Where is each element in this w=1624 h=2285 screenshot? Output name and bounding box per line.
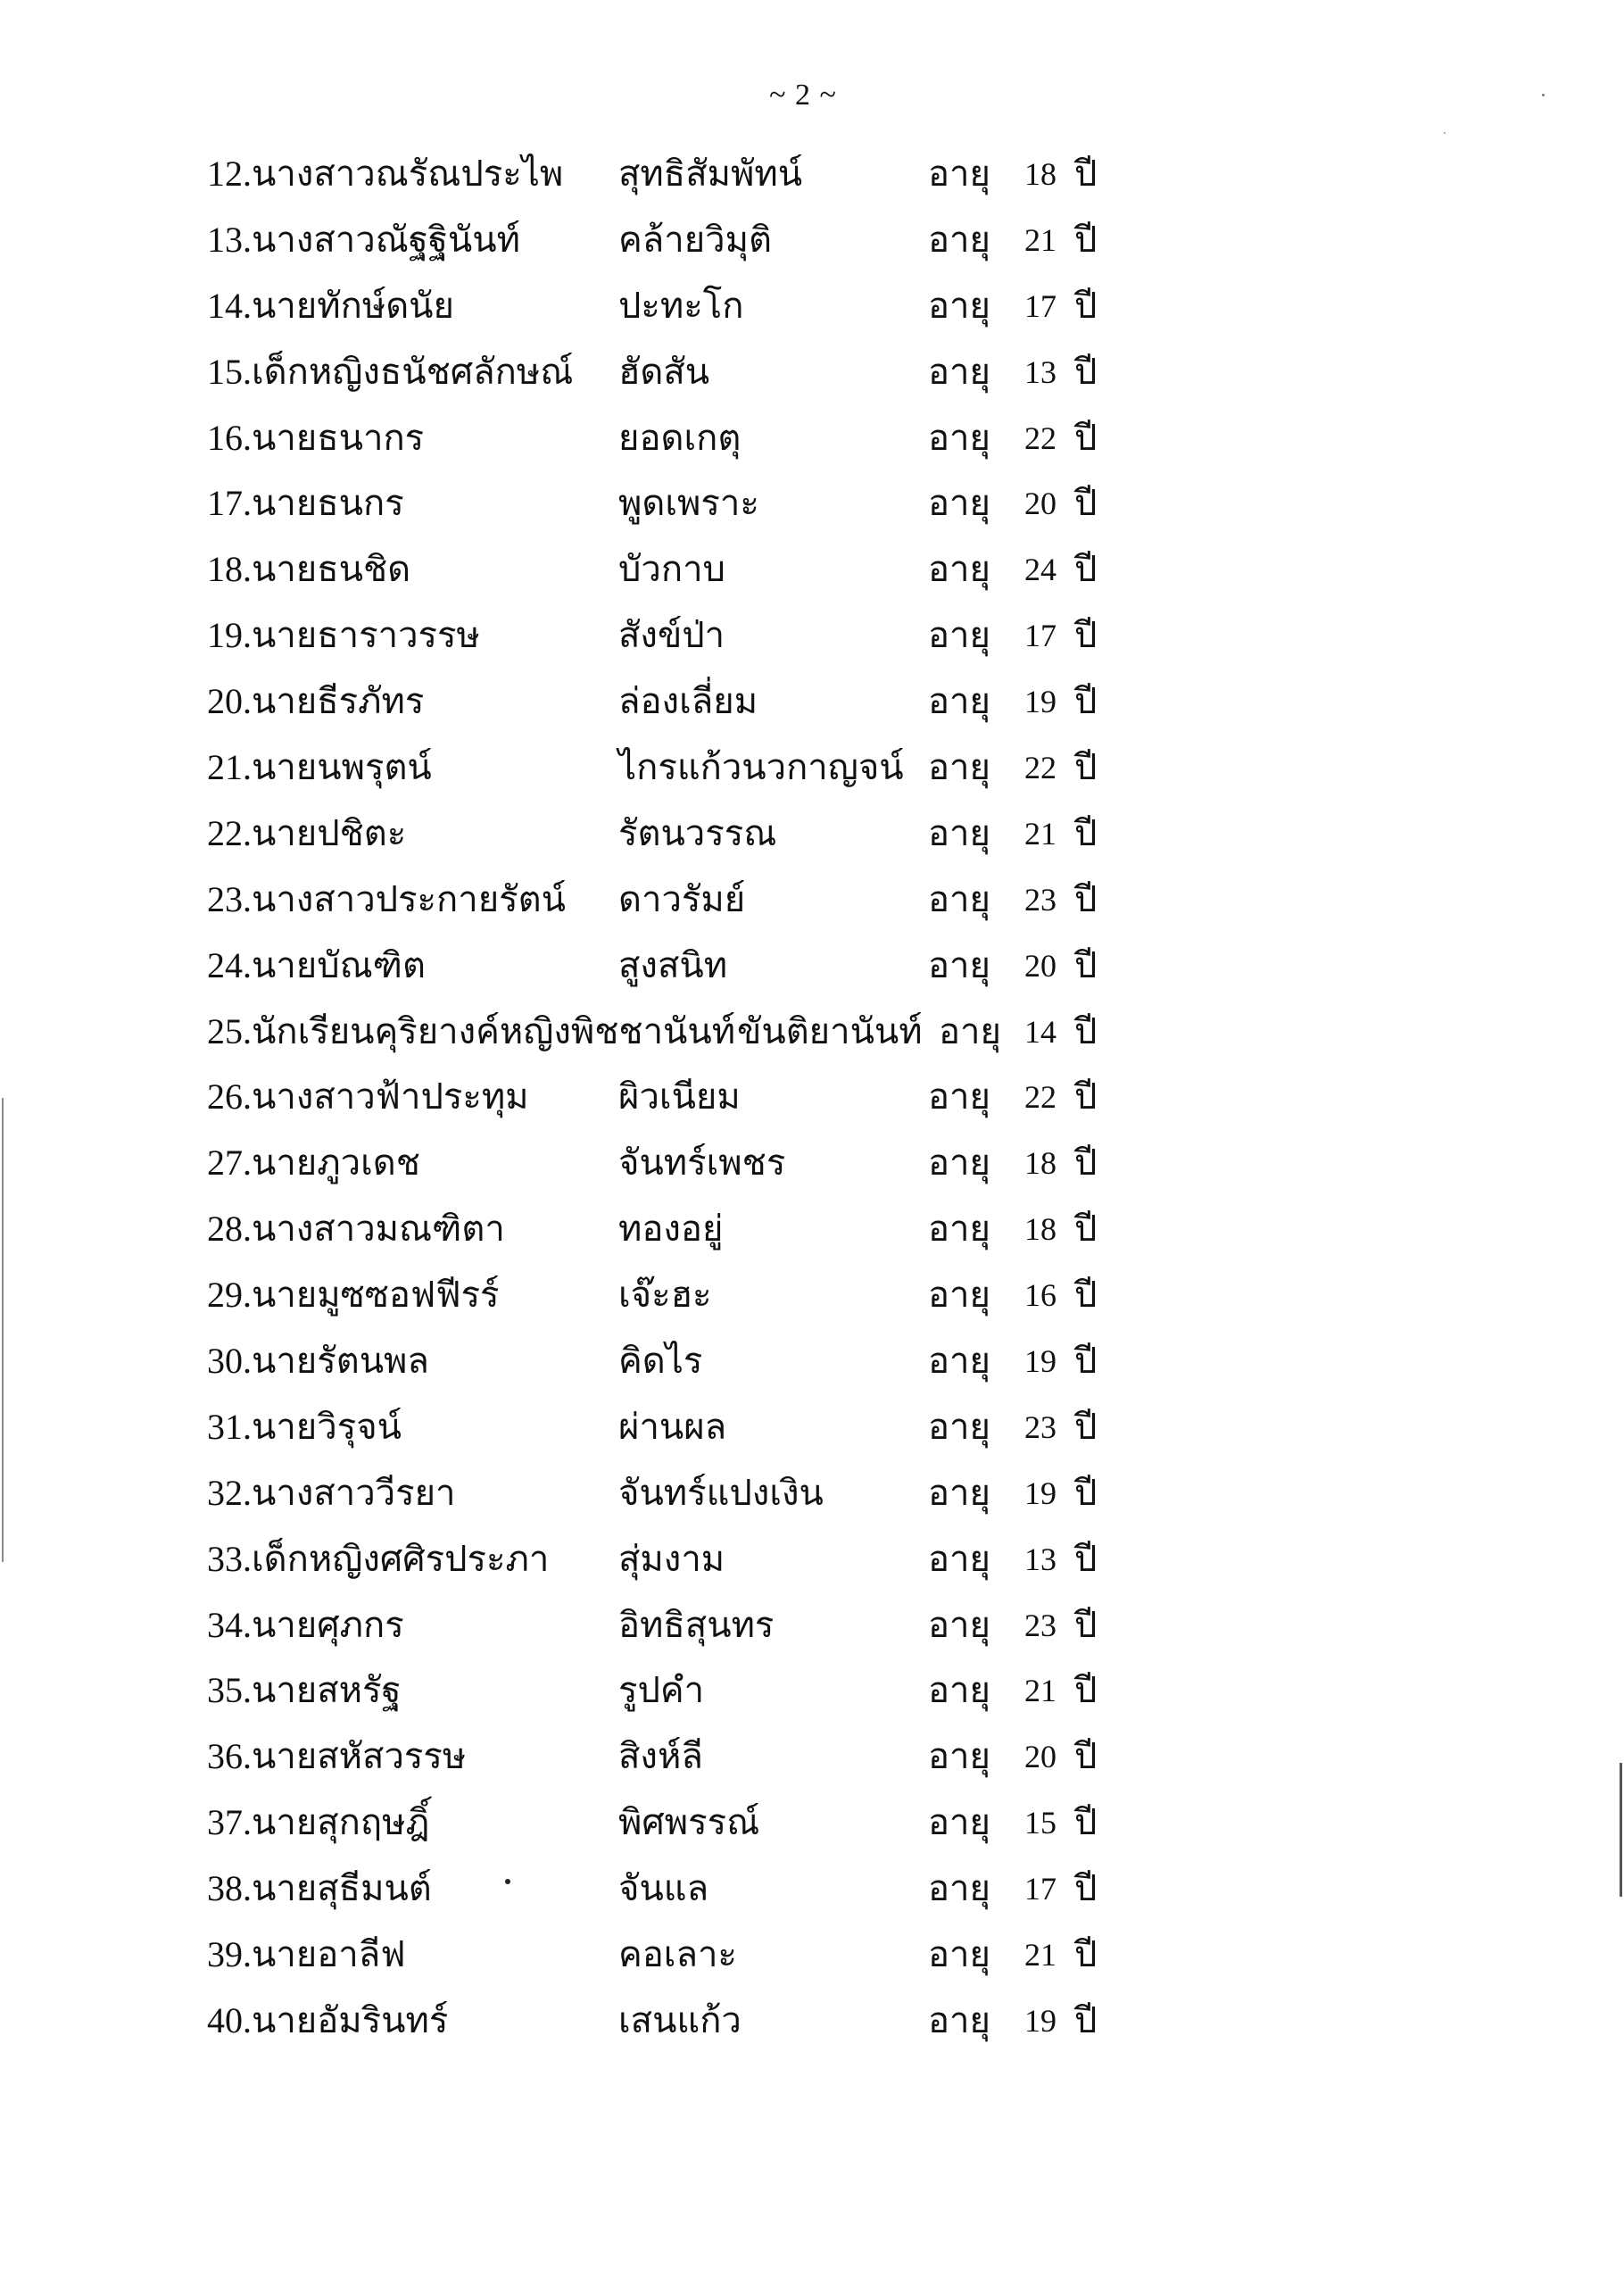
list-item (0, 477, 1624, 543)
entry-age-label: อายุ (928, 747, 990, 788)
entry-age: 19 (1024, 2002, 1056, 2039)
entry-age-unit: ปี (1074, 1999, 1098, 2040)
entry-number: 16. (207, 417, 252, 458)
scan-edge-mark (2, 1098, 4, 1562)
list-item (0, 1400, 1624, 1467)
entry-age: 23 (1024, 881, 1056, 918)
entry-name: นายอัมรินทร์ (252, 1999, 449, 2040)
entry-name: นายรัตนพล (252, 1341, 429, 1382)
entry-age: 17 (1024, 287, 1056, 324)
entry-name: นายสหรัฐ (252, 1670, 402, 1711)
list-item (0, 1334, 1624, 1400)
entry-age-unit: ปี (1074, 1341, 1098, 1382)
entry-surname: เสนแก้ว (618, 1999, 742, 2040)
list-item (0, 1070, 1624, 1136)
entry-name: นายธนากร (252, 417, 425, 458)
entry-surname: คิดไร (618, 1341, 703, 1382)
entry-name: นายสุกฤษฎิ์ (252, 1802, 430, 1843)
entry-number: 35. (207, 1670, 252, 1711)
entry-age-unit: ปี (1074, 1275, 1098, 1316)
list-item (0, 939, 1624, 1005)
entry-number: 36. (207, 1736, 252, 1777)
entry-age-label: อายุ (939, 1010, 1001, 1051)
entry-surname: ผ่านผล (618, 1406, 727, 1447)
entry-age-unit: ปี (1074, 1472, 1098, 1513)
list-item (0, 1202, 1624, 1268)
list-item (0, 345, 1624, 411)
list-item (0, 1599, 1624, 1665)
entry-name: เด็กหญิงศศิรประภา (252, 1538, 550, 1579)
entry-name: เด็กหญิงธนัชศลักษณ์ (252, 351, 574, 392)
entry-surname: สูงสนิท (618, 944, 728, 985)
roster-list (0, 147, 1624, 2060)
entry-number: 18. (207, 549, 252, 590)
entry-number: 33. (207, 1538, 252, 1579)
entry-age-label: อายุ (928, 1604, 990, 1645)
entry-number: 17. (207, 483, 252, 524)
entry-name: นายภูวเดช (252, 1142, 420, 1184)
entry-age-label: อายุ (928, 219, 990, 260)
entry-name: นายมูซซอฟฟีรร์ (252, 1275, 500, 1316)
entry-surname: รัตนวรรณ (618, 812, 777, 853)
entry-number: 21. (207, 747, 252, 788)
entry-age: 20 (1024, 486, 1056, 522)
entry-number: 20. (207, 681, 252, 722)
entry-age: 23 (1024, 1408, 1056, 1445)
entry-age-unit: ปี (1074, 1934, 1098, 1975)
entry-name: นางสาวประกายรัตน์ (252, 878, 566, 919)
entry-age-unit: ปี (1074, 878, 1098, 919)
entry-age: 22 (1024, 750, 1056, 786)
entry-number: 12. (207, 154, 252, 194)
entry-age: 20 (1024, 1739, 1056, 1775)
entry-age-label: อายุ (928, 1472, 990, 1513)
entry-age-label: อายุ (928, 1209, 990, 1250)
list-item (0, 1664, 1624, 1730)
entry-age: 22 (1024, 1079, 1056, 1116)
entry-age-label: อายุ (928, 549, 990, 590)
entry-age: 17 (1024, 1871, 1056, 1907)
entry-age: 23 (1024, 1607, 1056, 1643)
entry-age-label: อายุ (928, 1802, 990, 1843)
list-item (0, 147, 1624, 213)
entry-number: 30. (207, 1341, 252, 1382)
entry-surname: ดาวรัมย์ (618, 878, 746, 919)
entry-age: 18 (1024, 1145, 1056, 1182)
entry-age-unit: ปี (1074, 285, 1098, 326)
entry-age-unit: ปี (1074, 1142, 1098, 1184)
entry-number: 13. (207, 219, 252, 260)
list-item (0, 543, 1624, 609)
entry-age-unit: ปี (1074, 1604, 1098, 1645)
entry-age: 20 (1024, 947, 1056, 984)
list-item (0, 1928, 1624, 1994)
entry-surname: จันแล (618, 1868, 709, 1909)
entry-age: 18 (1024, 156, 1056, 192)
entry-number: 34. (207, 1604, 252, 1645)
list-item (0, 741, 1624, 807)
entry-age-unit: ปี (1074, 154, 1098, 194)
entry-number: 26. (207, 1076, 252, 1118)
entry-age: 13 (1024, 1541, 1056, 1577)
scan-edge-mark-right (1620, 1763, 1622, 1897)
entry-age-label: อายุ (928, 417, 990, 458)
entry-age-label: อายุ (928, 483, 990, 524)
entry-number: 37. (207, 1802, 252, 1843)
entry-name: นักเรียนคุริยางค์หญิงพิชชานันท์ (252, 1010, 736, 1051)
entry-surname: ทองอยู่ (618, 1209, 724, 1250)
entry-age-label: อายุ (928, 1406, 990, 1447)
entry-name: นายวิรุจน์ (252, 1406, 402, 1447)
entry-surname: ขันติยานันท์ (737, 1010, 923, 1051)
entry-name: นายศุภกร (252, 1604, 404, 1645)
entry-age-unit: ปี (1074, 747, 1098, 788)
entry-surname: อิทธิสุนทร (618, 1604, 775, 1645)
entry-surname: ผิวเนียม (618, 1076, 741, 1118)
entry-age: 21 (1024, 1673, 1056, 1709)
entry-age-label: อายุ (928, 1868, 990, 1909)
list-item (0, 1730, 1624, 1796)
entry-age-label: อายุ (928, 878, 990, 919)
entry-age: 18 (1024, 1211, 1056, 1248)
entry-age-unit: ปี (1074, 1076, 1098, 1118)
entry-age: 15 (1024, 1805, 1056, 1841)
entry-surname: สังข์ป่า (618, 615, 725, 656)
entry-age-label: อายุ (928, 1538, 990, 1579)
entry-age-unit: ปี (1074, 417, 1098, 458)
entry-age: 17 (1024, 618, 1056, 654)
entry-name: นายบัณฑิต (252, 944, 426, 985)
entry-age: 19 (1024, 1343, 1056, 1380)
entry-age-label: อายุ (928, 1142, 990, 1184)
entry-surname: คอเลาะ (618, 1934, 737, 1975)
entry-name: นายธนกร (252, 483, 404, 524)
entry-surname: ล่องเลี่ยม (618, 681, 758, 722)
entry-surname: สุทธิสัมพัทน์ (618, 154, 803, 194)
entry-surname: สิงห์ลี (618, 1736, 703, 1777)
entry-number: 32. (207, 1472, 252, 1513)
list-item (0, 1268, 1624, 1334)
entry-age-unit: ปี (1074, 1538, 1098, 1579)
entry-age-label: อายุ (928, 1076, 990, 1118)
entry-name: นางสาววีรยา (252, 1472, 456, 1513)
speck (1444, 132, 1446, 134)
list-item (0, 873, 1624, 939)
entry-number: 29. (207, 1275, 252, 1316)
entry-age-label: อายุ (928, 1341, 990, 1382)
entry-age: 19 (1024, 684, 1056, 720)
entry-surname: จันทร์เพชร (618, 1142, 786, 1184)
entry-age-label: อายุ (928, 681, 990, 722)
list-item (0, 1862, 1624, 1928)
list-item (0, 411, 1624, 478)
entry-surname: สุ่มงาม (618, 1538, 725, 1579)
entry-age-label: อายุ (928, 615, 990, 656)
entry-age-unit: ปี (1074, 1670, 1098, 1711)
entry-surname: ไกรแก้วนวกาญจน์ (618, 747, 904, 788)
entry-number: 23. (207, 878, 252, 919)
entry-number: 15. (207, 351, 252, 392)
entry-name: นางสาวณัฐฐินันท์ (252, 219, 520, 260)
entry-age-unit: ปี (1074, 1802, 1098, 1843)
entry-age-label: อายุ (928, 1934, 990, 1975)
list-item (0, 1994, 1624, 2060)
entry-age: 14 (1024, 1013, 1056, 1050)
list-item (0, 1136, 1624, 1202)
entry-surname: เจ๊ะฮะ (618, 1275, 712, 1316)
entry-name: นายธาราวรรษ (252, 615, 480, 656)
entry-number: 22. (207, 812, 252, 853)
entry-number: 24. (207, 944, 252, 985)
entry-age: 24 (1024, 552, 1056, 588)
entry-number: 31. (207, 1406, 252, 1447)
entry-surname: จันทร์แปงเงิน (618, 1472, 824, 1513)
entry-age: 19 (1024, 1475, 1056, 1511)
entry-age-unit: ปี (1074, 944, 1098, 985)
page-number: ~ 2 ~ (769, 79, 837, 112)
entry-age-unit: ปี (1074, 351, 1098, 392)
entry-surname: พิศพรรณ์ (618, 1802, 760, 1843)
entry-age-unit: ปี (1074, 1406, 1098, 1447)
entry-number: 14. (207, 285, 252, 326)
list-item (0, 609, 1624, 675)
list-item (0, 807, 1624, 873)
entry-age: 21 (1024, 221, 1056, 258)
speck (1542, 94, 1545, 96)
entry-name: นายทักษ์ดนัย (252, 285, 454, 326)
entry-number: 25. (207, 1010, 252, 1051)
entry-age-label: อายุ (928, 1275, 990, 1316)
entry-number: 39. (207, 1934, 252, 1975)
list-item (0, 1467, 1624, 1533)
entry-number: 38. (207, 1868, 252, 1909)
entry-age-label: อายุ (928, 1736, 990, 1777)
entry-age-label: อายุ (928, 154, 990, 194)
entry-number: 28. (207, 1209, 252, 1250)
entry-age: 13 (1024, 353, 1056, 390)
entry-number: 40. (207, 1999, 252, 2040)
list-item (0, 1796, 1624, 1862)
entry-name: นางสาวมณฑิตา (252, 1209, 505, 1250)
entry-age-label: อายุ (928, 285, 990, 326)
entry-age-unit: ปี (1074, 615, 1098, 656)
entry-surname: ยอดเกตุ (618, 417, 742, 458)
entry-age-label: อายุ (928, 812, 990, 853)
entry-age-unit: ปี (1074, 1736, 1098, 1777)
entry-surname: ฮัดสัน (618, 351, 710, 392)
entry-name: นายสหัสวรรษ (252, 1736, 467, 1777)
list-item (0, 675, 1624, 741)
entry-age-label: อายุ (928, 1999, 990, 2040)
entry-surname: พูดเพราะ (618, 483, 759, 524)
entry-age: 21 (1024, 815, 1056, 852)
entry-number: 19. (207, 615, 252, 656)
entry-name: นายปชิตะ (252, 812, 407, 853)
entry-age: 22 (1024, 420, 1056, 456)
list-item (0, 1533, 1624, 1599)
entry-age: 16 (1024, 1277, 1056, 1314)
entry-age-unit: ปี (1074, 1868, 1098, 1909)
entry-age: 21 (1024, 1937, 1056, 1973)
entry-age-label: อายุ (928, 944, 990, 985)
entry-age-unit: ปี (1074, 483, 1098, 524)
list-item (0, 213, 1624, 279)
entry-age-unit: ปี (1074, 219, 1098, 260)
entry-surname: รูปคำ (618, 1670, 705, 1711)
entry-name: นายอาลีฟ (252, 1934, 406, 1975)
list-item (0, 279, 1624, 345)
entry-name: นางสาวฟ้าประทุม (252, 1076, 529, 1118)
entry-surname: ปะทะโก (618, 285, 744, 326)
entry-age-unit: ปี (1074, 1209, 1098, 1250)
entry-surname: บัวกาบ (618, 549, 725, 590)
entry-name: นายธนชิด (252, 549, 411, 590)
entry-surname: คล้ายวิมุติ (618, 219, 772, 260)
speck (505, 1879, 510, 1884)
entry-age-unit: ปี (1074, 1010, 1098, 1051)
entry-age-unit: ปี (1074, 812, 1098, 853)
entry-number: 27. (207, 1142, 252, 1184)
entry-name: นายธีรภัทร (252, 681, 425, 722)
entry-age-unit: ปี (1074, 681, 1098, 722)
entry-name: นายสุธีมนต์ (252, 1868, 432, 1909)
entry-age-label: อายุ (928, 351, 990, 392)
entry-age-unit: ปี (1074, 549, 1098, 590)
entry-name: นางสาวณรัณประไพ (252, 154, 564, 194)
entry-name: นายนพรุตน์ (252, 747, 432, 788)
entry-age-label: อายุ (928, 1670, 990, 1711)
list-item (0, 1005, 1624, 1071)
